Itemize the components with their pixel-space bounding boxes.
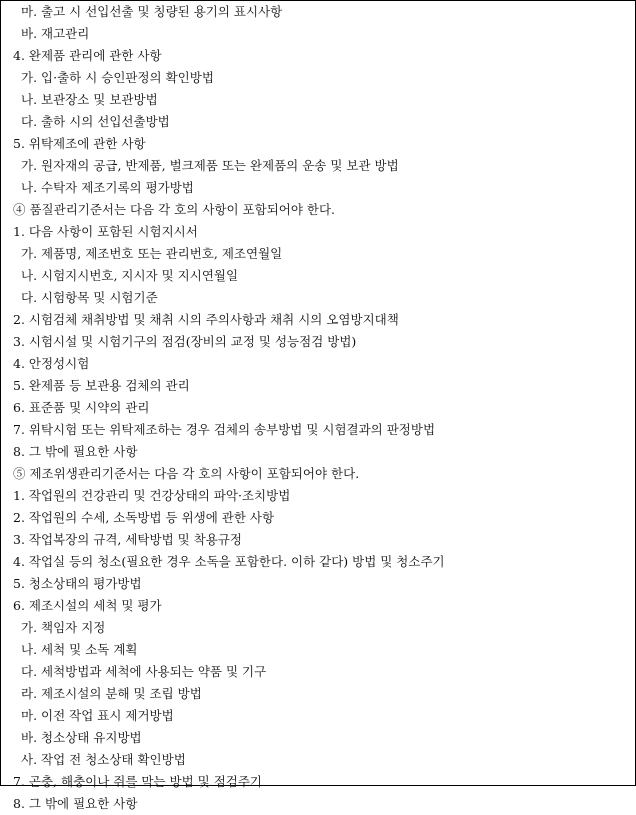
item-line: 2. 작업원의 수세, 소독방법 등 위생에 관한 사항 — [13, 510, 275, 525]
item-line: 6. 제조시설의 세척 및 평가 — [13, 598, 162, 613]
sub-item-line: 나. 보관장소 및 보관방법 — [21, 92, 158, 107]
item-line: 8. 그 밖에 필요한 사항 — [13, 796, 138, 811]
sub-item-line: 나. 세척 및 소독 계획 — [21, 642, 138, 657]
sub-item-line: 나. 수탁자 제조기록의 평가방법 — [21, 180, 194, 195]
sub-item-line: 다. 출하 시의 선입선출방법 — [21, 114, 170, 129]
item-line: 1. 작업원의 건강관리 및 건강상태의 파악·조치방법 — [13, 488, 291, 503]
sub-item-line: 가. 원자재의 공급, 반제품, 벌크제품 또는 완제품의 운송 및 보관 방법 — [21, 158, 399, 173]
item-line: 5. 완제품 등 보관용 검체의 관리 — [13, 378, 190, 393]
item-line: 3. 작업복장의 규격, 세탁방법 및 착용규정 — [13, 532, 242, 547]
item-line: 2. 시험검체 채취방법 및 채취 시의 주의사항과 채취 시의 오염방지대책 — [13, 312, 399, 327]
item-line: 4. 작업실 등의 청소(필요한 경우 소독을 포함한다. 이하 같다) 방법 및 청소주기 — [13, 554, 445, 569]
sub-item-line: 가. 입·출하 시 승인판정의 확인방법 — [21, 70, 214, 85]
item-line: 6. 표준품 및 시약의 관리 — [13, 400, 150, 415]
item-line: 7. 위탁시험 또는 위탁제조하는 경우 검체의 송부방법 및 시험결과의 판정방법 — [13, 422, 436, 437]
sub-item-line: 바. 청소상태 유지방법 — [21, 730, 142, 745]
sub-item-line: 사. 작업 전 청소상태 확인방법 — [21, 752, 186, 767]
sub-item-line: 마. 이전 작업 표시 제거방법 — [21, 708, 174, 723]
sub-item-line: 가. 제품명, 제조번호 또는 관리번호, 제조연월일 — [21, 246, 283, 261]
item-line: 4. 안정성시험 — [13, 356, 90, 371]
sub-item-line: 가. 책임자 지정 — [21, 620, 106, 635]
sub-item-line: 라. 제조시설의 분해 및 조립 방법 — [21, 686, 202, 701]
item-line: 5. 위탁제조에 관한 사항 — [13, 136, 146, 151]
item-line: 7. 곤충, 해충이나 쥐를 막는 방법 및 점검주기 — [13, 774, 262, 789]
item-line: ④ 품질관리기준서는 다음 각 호의 사항이 포함되어야 한다. — [13, 202, 336, 217]
document-body — [1, 1, 445, 815]
item-line: 5. 청소상태의 평가방법 — [13, 576, 142, 591]
item-line: 8. 그 밖에 필요한 사항 — [13, 444, 138, 459]
sub-item-line: 바. 재고관리 — [21, 26, 90, 41]
sub-item-line: 마. 출고 시 선입선출 및 칭량된 용기의 표시사항 — [21, 4, 283, 19]
item-line: 4. 완제품 관리에 관한 사항 — [13, 48, 162, 63]
sub-item-line: 다. 시험항목 및 시험기준 — [21, 290, 158, 305]
item-line: 3. 시험시설 및 시험기구의 점검(장비의 교정 및 성능점검 방법) — [13, 334, 357, 349]
item-line: 1. 다음 사항이 포함된 시험지시서 — [13, 224, 198, 239]
sub-item-line: 다. 세척방법과 세척에 사용되는 약품 및 기구 — [21, 664, 267, 679]
item-line: ⑤ 제조위생관리기준서는 다음 각 호의 사항이 포함되어야 한다. — [13, 466, 360, 481]
sub-item-line: 나. 시험지시번호, 지시자 및 지시연월일 — [21, 268, 239, 283]
